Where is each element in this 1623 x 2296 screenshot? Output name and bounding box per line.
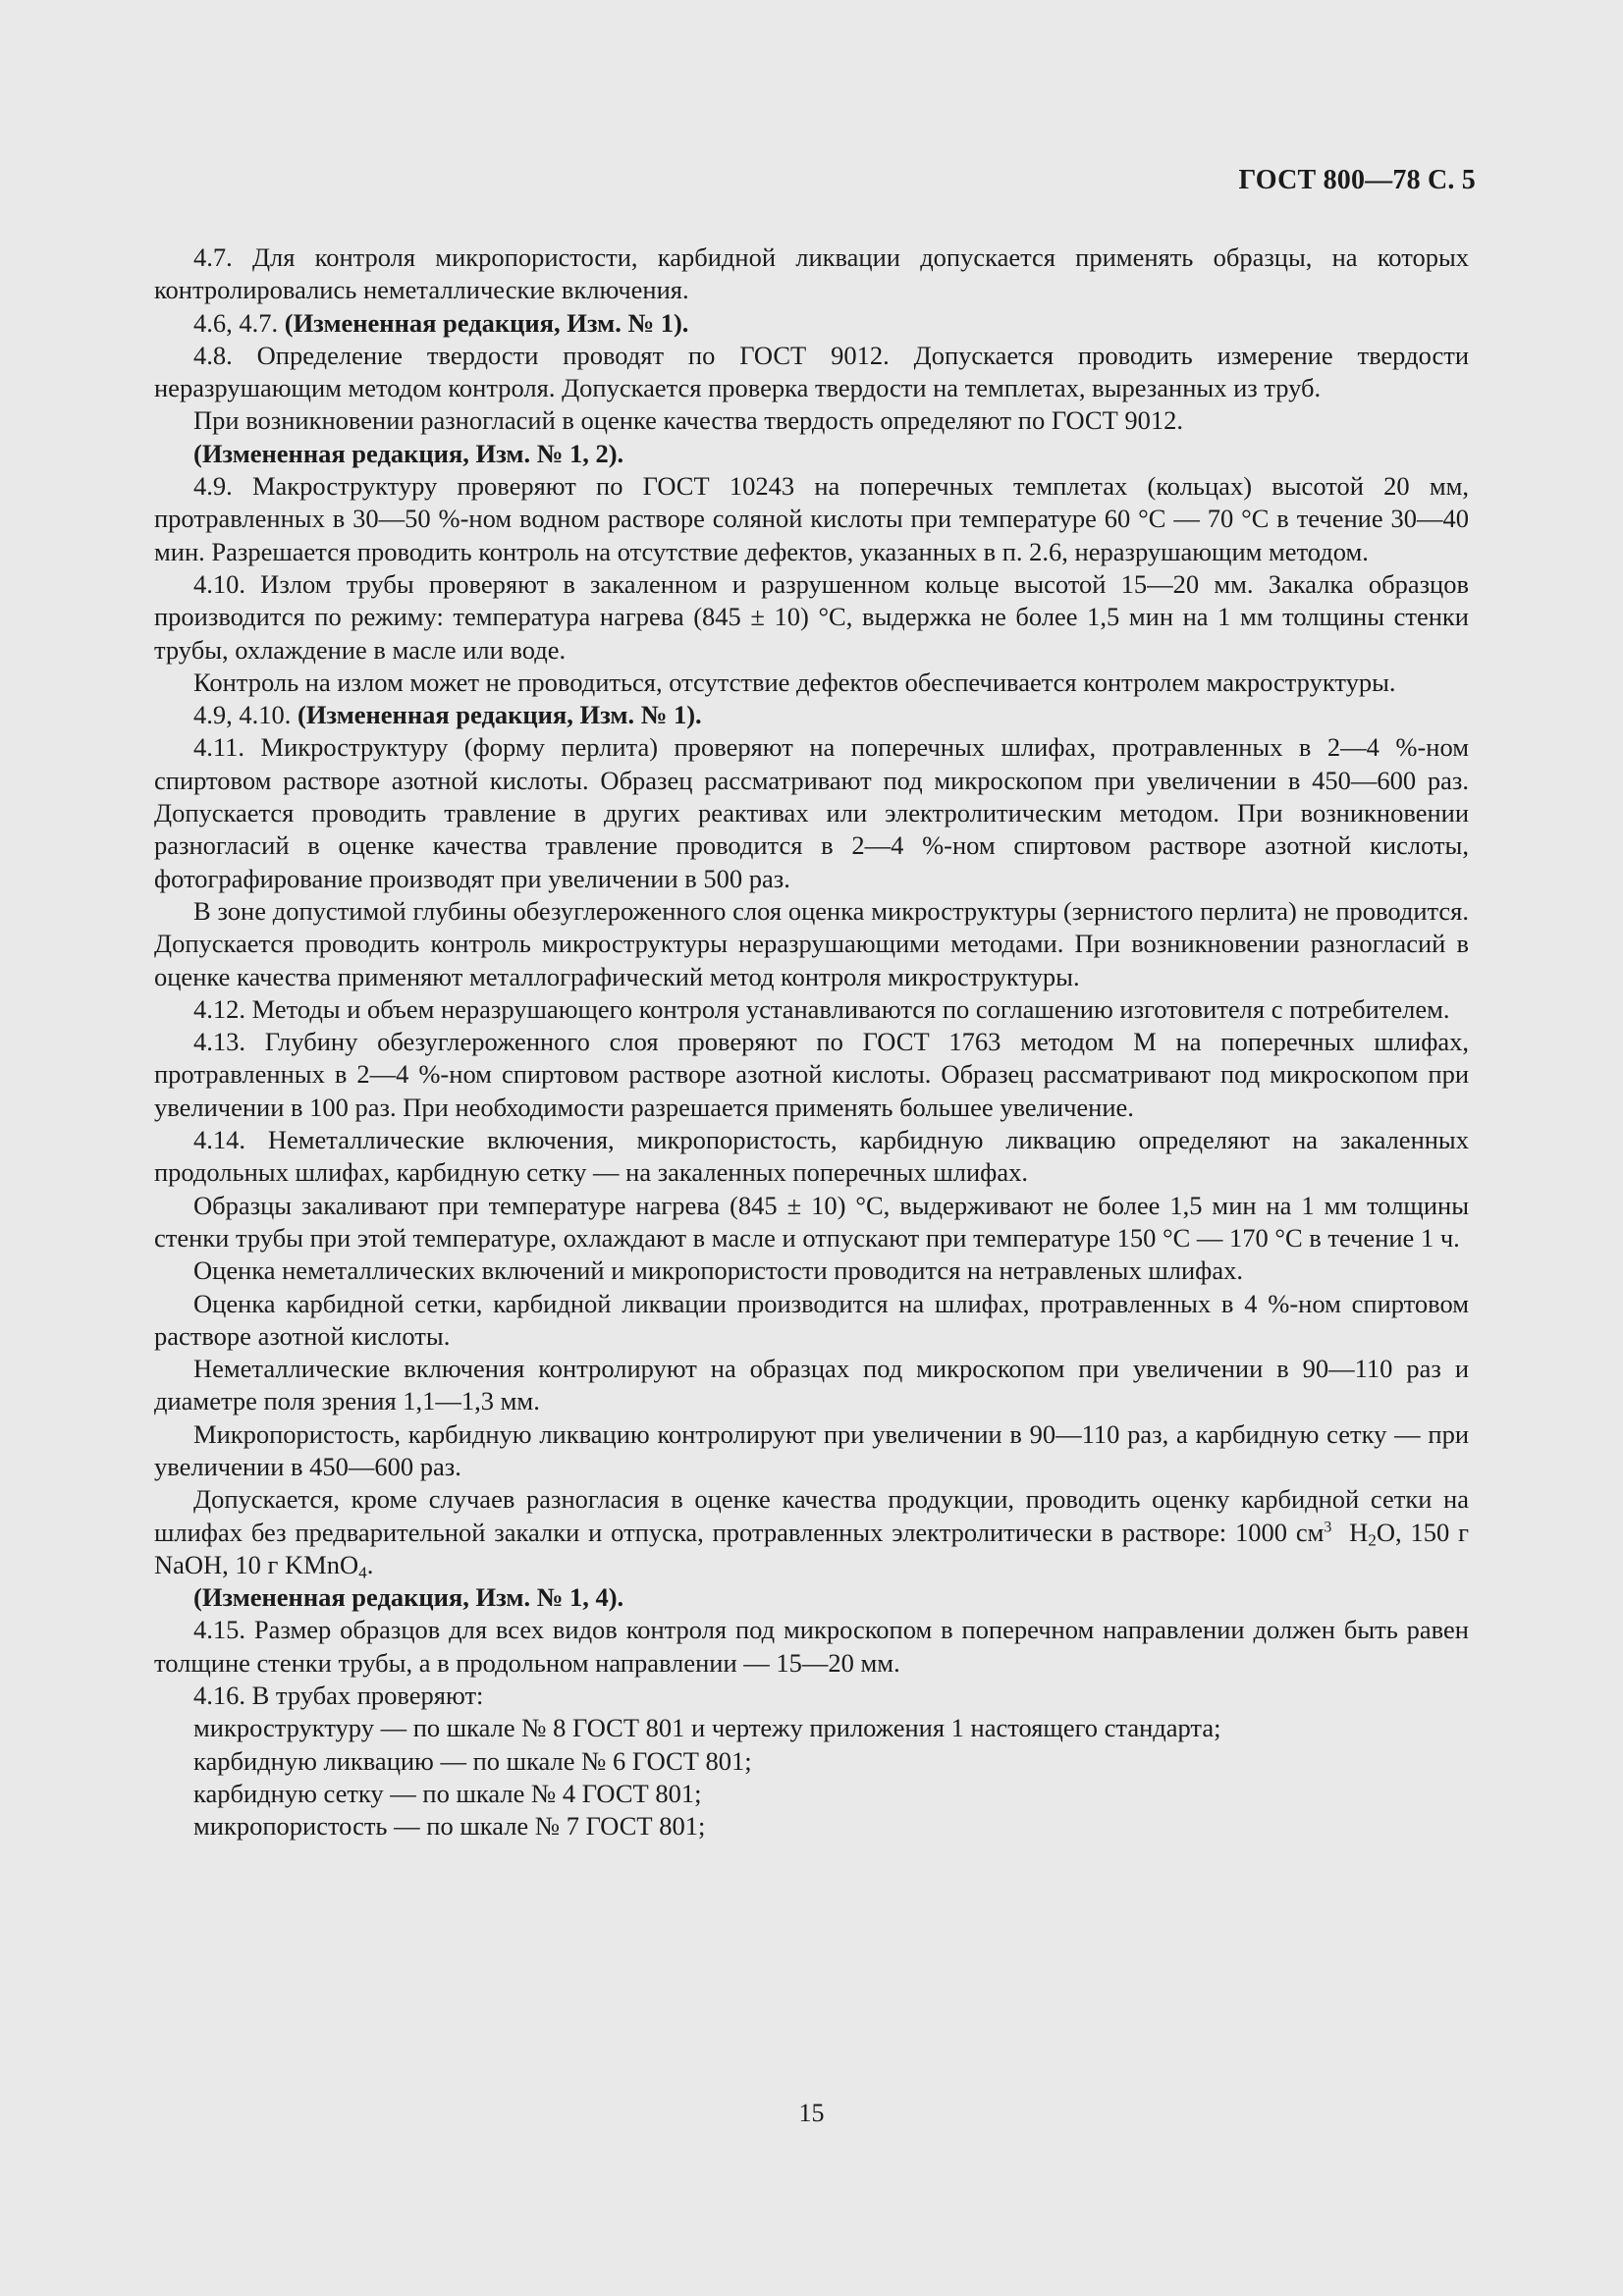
paragraph-4-10: 4.10. Излом трубы проверяют в закаленном и разрушенном кольце высотой 15—20 мм. Закалка образцов производится по режиму: температура нагрева (845 ± 10) °С, выдержка не более 1,5 мин на 1 мм толщины стенки трубы, охлаждение в масле или воде. — [154, 568, 1469, 665]
paragraph-4-16: 4.16. В трубах проверяют: — [193, 1681, 484, 1711]
paragraph-text: При возникновении разногласий в оценке качества твердость определяют по ГОСТ 9012. — [193, 405, 1184, 436]
list-item: микроструктуру — по шкале № 8 ГОСТ 801 и чертежу приложения 1 настоящего стандарта; — [193, 1713, 1221, 1743]
note-bold: (Измененная редакция, Изм. № 1). — [298, 700, 702, 730]
amendment-note — [154, 1581, 1469, 1614]
paragraph-4-15: 4.15. Размер образцов для всех видов контроля под микроскопом в поперечном направлении должен быть равен толщине стенки трубы, а в продольном направлении — 15—20 мм. — [154, 1615, 1469, 1678]
page-header: ГОСТ 800—78 С. 5 — [1238, 165, 1476, 195]
note-prefix: 4.9, 4.10. — [193, 700, 298, 730]
paragraph-4-14: 4.14. Неметаллические включения, микропористость, карбидную ликвацию определяют на закаленных продольных шлифах, карбидную сетку — на закаленных поперечных шлифах. — [154, 1125, 1469, 1188]
paragraph-text-span: Допускается, кроме случаев разногласия в оценке качества продукции, проводить оценку карбидной сетки на шлифах без предварительной закалки и отпуска, протравленных электролитически в растворе: — [154, 1484, 1469, 1547]
paragraph-text: Оценка карбидной сетки, карбидной ликвации производится на шлифах, протравленных в 4 %-ном спиртовом растворе азотной кислоты. — [154, 1288, 1469, 1351]
paragraph-text: В зоне допустимой глубины обезуглероженного слоя оценка микроструктуры (зернистого перлита) не проводится. Допускается проводить контроль микроструктуры неразрушающими методами. При возникновении разногласий в оценке качества применяют металлографический метод контроля микроструктуры. — [154, 895, 1469, 991]
note-prefix: 4.6, 4.7. — [193, 307, 285, 338]
note-bold: (Измененная редакция, Изм. № 1, 2). — [193, 438, 624, 468]
paragraph-4-8: 4.8. Определение твердости проводят по ГОСТ 9012. Допускается проводить измерение твердости неразрушающим методом контроля. Допускается проверка твердости на темплетах, вырезанных из труб. — [154, 340, 1469, 403]
paragraph-4-9: 4.9. Макроструктуру проверяют по ГОСТ 10243 на поперечных темплетах (кольцах) высотой 20 мм, протравленных в 30—50 %-ном водном растворе соляной кислоты при температуре 60 °С — 70 °С в течение 30—40 мин. Разрешается проводить контроль на отсутствие дефектов, указанных в п. 2.6, неразрушающим методом. — [154, 471, 1469, 566]
paragraph-4-13: 4.13. Глубину обезуглероженного слоя проверяют по ГОСТ 1763 методом М на поперечных шлифах, протравленных в 2—4 %-ном спиртовом растворе азотной кислоты. Образец рассматривают под микроскопом при увеличении в 100 раз. При необходимости разрешается применять большее увеличение. — [154, 1027, 1469, 1122]
list-item: микропористость — по шкале № 7 ГОСТ 801; — [193, 1811, 706, 1842]
paragraph-4-7: 4.7. Для контроля микропористости, карбидной ликвации допускается применять образцы, на которых контролировались неметаллические включения. — [154, 242, 1469, 305]
note-bold: (Измененная редакция, Изм. № 1, 4). — [193, 1582, 624, 1613]
paragraph-4-12: 4.12. Методы и объем неразрушающего контроля устанавливаются по соглашению изготовителя с потребителем. — [193, 993, 1450, 1024]
document-body — [154, 241, 1469, 1843]
page-number: 15 — [798, 2099, 825, 2127]
chemical-formula: 1000 $см^3$ $H_2O$, 150 г NaOH, 10 г KMnO$_4$. — [154, 1517, 1469, 1582]
list-item: карбидную ликвацию — по шкале № 6 ГОСТ 801; — [193, 1745, 752, 1776]
paragraph-text: Образцы закаливают при температуре нагрева (845 ± 10) °С, выдерживают не более 1,5 мин на 1 мм толщины стенки трубы при этой температуре, охлаждают в масле и отпускают при температуре 150 °С — 170 °С в течение 1 ч. — [154, 1190, 1469, 1253]
paragraph-text: Микропористость, карбидную ликвацию контролируют при увеличении в 90—110 раз, а карбидную сетку — при увеличении в 450—600 раз. — [154, 1418, 1469, 1481]
amendment-note — [154, 438, 1469, 470]
paragraph-text: Оценка неметаллических включений и микропористости проводится на нетравленых шлифах. — [193, 1255, 1243, 1286]
note-bold: (Измененная редакция, Изм. № 1). — [284, 307, 689, 338]
amendment-note — [154, 307, 1469, 340]
paragraph-with-formula — [154, 1483, 1469, 1581]
paragraph-text: Неметаллические включения контролируют на образцах под микроскопом при увеличении в 90—110 раз и диаметре поля зрения 1,1—1,3 мм. — [154, 1354, 1469, 1416]
list-item: карбидную сетку — по шкале № 4 ГОСТ 801; — [193, 1778, 702, 1808]
paragraph-text: Контроль на излом может не проводиться, отсутствие дефектов обеспечивается контролем макроструктуры. — [193, 667, 1396, 697]
paragraph-4-11: 4.11. Микроструктуру (форму перлита) проверяют на поперечных шлифах, протравленных в 2—4 %-ном спиртовом растворе азотной кислоты. Образец рассматривают под микроскопом при увеличении в 450—600 раз. Допускается проводить травление в других реактивах или электролитическим методом. При возникновении разногласий в оценке качества травление проводится в 2—4 %-ном спиртовом растворе азотной кислоты, фотографирование производят при увеличении в 500 раз. — [154, 732, 1469, 893]
amendment-note — [154, 699, 1469, 731]
